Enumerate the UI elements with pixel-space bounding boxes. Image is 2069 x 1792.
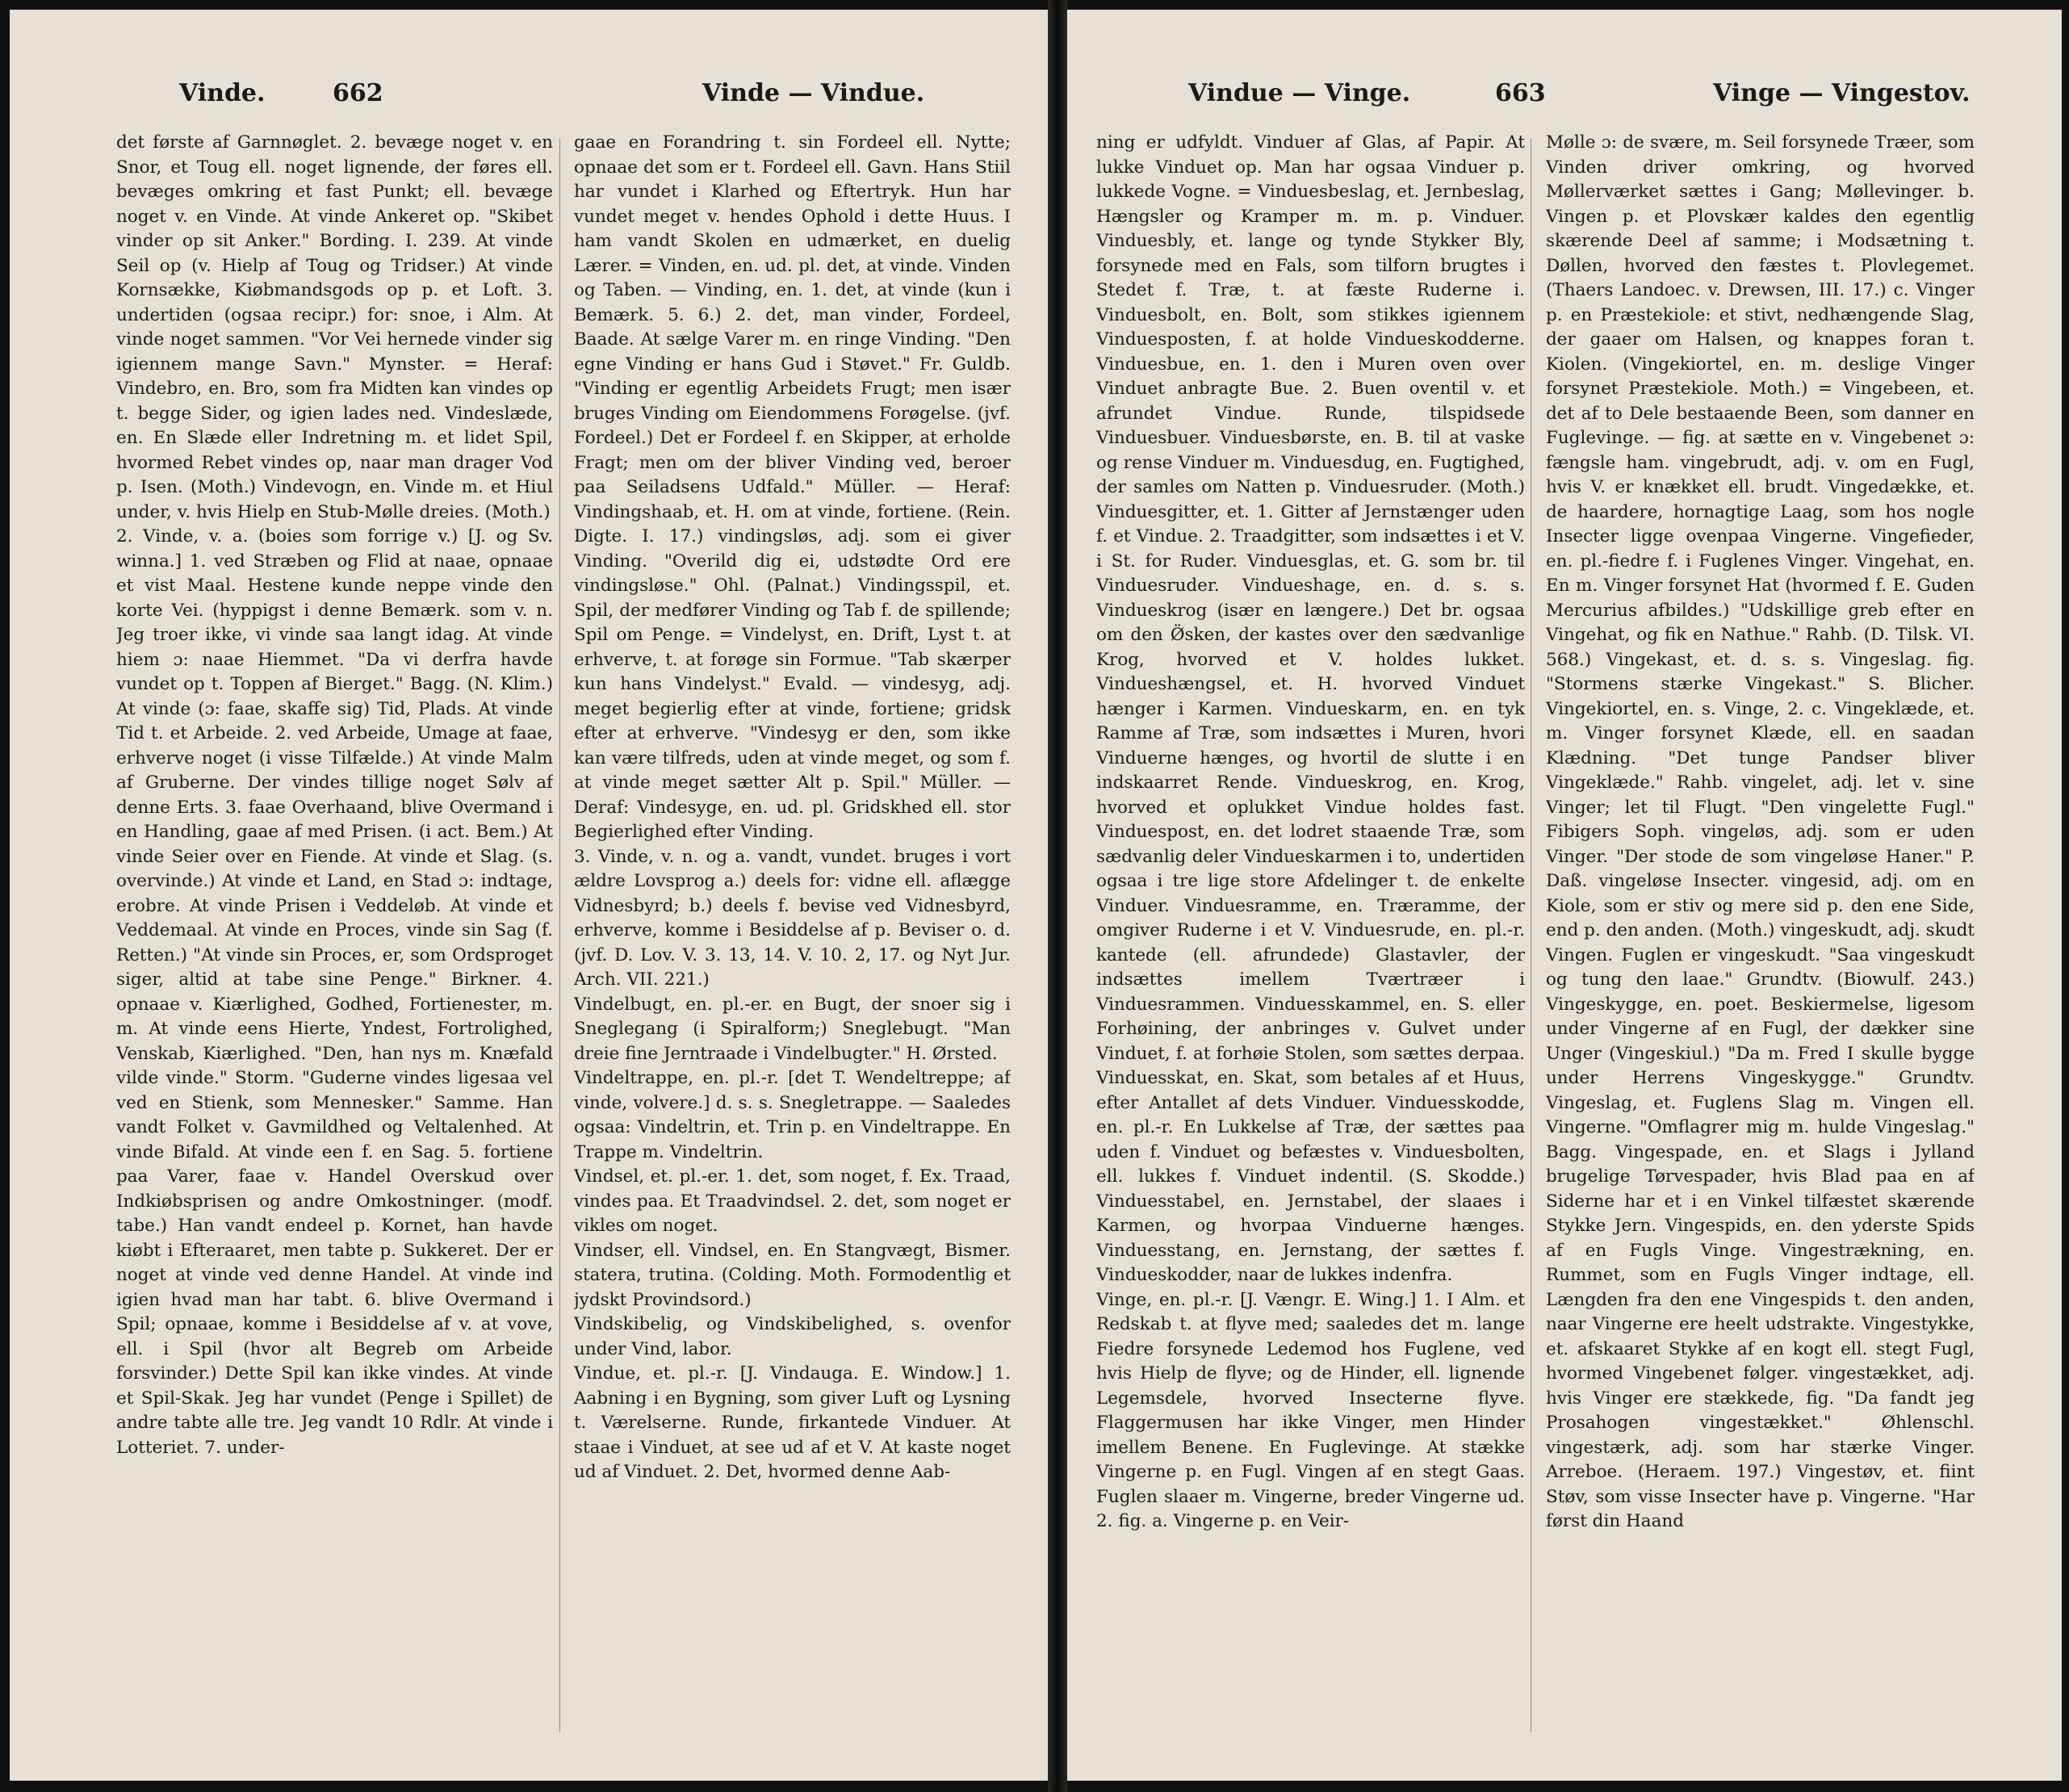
- dictionary-entry: Vindelbugt, en. pl.-er. en Bugt, der snoer sig i Sneglegang (i Spiralform;) Sneglebugt. "Man dreie fine Jerntraade i Vindelbugter." H. Ørsted.: [574, 994, 1011, 1064]
- text-column-2: [574, 131, 1011, 1756]
- page-number: 663: [1495, 79, 1546, 107]
- left-page: [10, 10, 1048, 1781]
- book-gutter: [1048, 0, 1067, 1792]
- dictionary-entry: Vinge, en. pl.-r. [J. Vængr. E. Wing.] 1. I Alm. et Redskab t. at flyve med; saaledes det m. lange Fiedre forsynede Ledemod hos Fuglene, ved hvis Hielp de flyve; og de Hinder, ell. lignende Legemsdele, hvorved Insecterne flyve. Flaggermusen har ikke Vinger, men Hinder imellem Benene. En Fuglevinge. At stække Vingerne p. en Fugl. Vingen af en stegt Gaas. Fuglen slaaer m. Vingerne, breder Vingerne ud. 2. fig. a. Vingerne p. en Veir-: [1096, 1289, 1525, 1531]
- header-guide-word-right: Vinge — Vingestov.: [1713, 79, 1971, 107]
- dictionary-entry: Vindeltrappe, en. pl.-r. [det T. Wendeltreppe; af vinde, volvere.] d. s. s. Snegletrappe. — Saaledes ogsaa: Vindeltrin, et. Trin p. en Vindeltrappe. En Trappe m. Vindeltrin.: [574, 1068, 1011, 1162]
- text-column-1: [116, 131, 553, 1756]
- header-guide-word-right: Vinde — Vindue.: [702, 79, 925, 107]
- dictionary-entry: Vindser, ell. Vindsel, en. En Stangvægt, Bismer. statera, trutina. (Colding. Moth. Formodentlig et jydskt Provindsord.): [574, 1240, 1011, 1310]
- header-guide-word-left: Vinde.: [179, 79, 266, 107]
- left-page-header: [10, 79, 1048, 119]
- dictionary-entry: Vindsel, et. pl.-er. 1. det, som noget, f. Ex. Traad, vindes paa. Et Traadvindsel. 2. det, som noget er vikles om noget.: [574, 1166, 1011, 1236]
- text-column-2: [1546, 131, 1975, 1756]
- right-page-columns: [1096, 131, 1975, 1756]
- dictionary-entry: Vindskibelig, og Vindskibelighed, s. ovenfor under Vind, labor.: [574, 1314, 1011, 1359]
- right-page: [1067, 10, 2062, 1781]
- dictionary-entry: 2. Vinde, v. a. (boies som forrige v.) [J. og Sv. winna.] 1. ved Stræben og Flid at naae, opnaae et vist Maal. Hestene kunde neppe vinde den korte Vei. (hyppigst i denne Bemærk. som v. n. Jeg troer ikke, vi vinde saa langt idag. At vinde hiem ɔ: naae Hiemmet. "Da vi derfra havde vundet op t. Toppen af Bierget." Bagg. (N. Klim.) At vinde (ɔ: faae, skaffe sig) Tid, Plads. At vinde Tid t. et Arbeide. 2. ved Arbeide, Umage at faae, erhverve noget (i visse Tilfælde.) At vinde Malm af Gruberne. Der vindes tillige noget Sølv af denne Erts. 3. faae Overhaand, blive Overmand i en Handling, gaae af med Prisen. (i act. Bem.) At vinde Seier over en Fiende. At vinde et Slag. (s. overvinde.) At vinde et Land, en Stad ɔ: indtage, erobre. At vinde Prisen i Veddeløb. At vinde et Veddemaal. At vinde en Proces, vinde sin Sag (f. Retten.) "At vinde sin Proces, er, som Ordsproget siger, altid at tabe sine Penge." Birkner. 4. opnaae v. Kiærlighed, Godhed, Fortienester, m. m. At vinde eens Hierte, Yndest, Fortrolighed, Venskab, Kiærlighed. "Den, han nys m. Knæfald vilde vinde." Storm. "Guderne vindes ligesaa vel ved en Stienk, som Mennesker." Samme. Han vandt Folket v. Gavmildhed og Veltalenhed. At vinde Bifald. At vinde een f. en Sag. 5. fortiene paa Varer, faae v. Handel Overskud over Indkiøbsprisen og andre Omkostninger. (modf. tabe.) Han vandt endeel p. Kornet, han havde kiøbt i Efteraaret, men tabte p. Sukkeret. Der er noget at vinde ved denne Handel. At vinde ind igien hvad man har tabt. 6. blive Overmand i Spil; opnaae, komme i Besiddelse af v. at vove, ell. i Spil (hvor alt Begreb om Arbeide forsvinder.) Dette Spil kan ikke vindes. At vinde et Spil-Skak. Jeg har vundet (Penge i Spillet) de andre tabte alle tre. Jeg vandt 10 Rdlr. At vinde i Lotteriet. 7. under-: [116, 526, 553, 1458]
- dictionary-entry: 3. Vinde, v. n. og a. vandt, vundet. bruges i vort ældre Lovsprog a.) deels for: vidne ell. aflægge Vidnesbyrd; b.) deels f. bevise ved Vidnesbyrd, erhverve, komme i Besiddelse af p. Beviser o. d. (jvf. D. Lov. V. 3. 13, 14. V. 10. 2, 17. og Nyt Jur. Arch. VII. 221.): [574, 846, 1011, 990]
- header-guide-word-left: Vindue — Vinge.: [1188, 79, 1411, 107]
- dictionary-entry: Mølle ɔ: de svære, m. Seil forsynede Træer, som Vinden driver omkring, og hvorved Møllerværket sættes i Gang; Møllevinger. b. Vingen p. et Plovskær kaldes den egentlig skærende Deel af samme; i Modsætning t. Døllen, hvorved den fæstes t. Plovlegemet. (Thaers Landoec. v. Drewsen, III. 17.) c. Vinger p. en Præstekiole: et stivt, nedhængende Slag, der gaaer om Halsen, og knappes foran t. Kiolen. (Vingekiortel, en. m. deslige Vinger forsynet Præstekiole. Moth.) = Vingebeen, et. det af to Dele bestaaende Been, som danner en Fuglevinge. — fig. at sætte en v. Vingebenet ɔ: fængsle ham. vingebrudt, adj. v. om en Fugl, hvis V. er knækket ell. brudt. Vingedække, et. de haardere, hornagtige Laag, som hos nogle Insecter ligge ovenpaa Vingerne. Vingefieder, en. pl.-fiedre f. i Fuglenes Vinger. Vingehat, en. En m. Vinger forsynet Hat (hvormed f. E. Guden Mercurius afbildes.) "Udskillige greb efter en Vingehat, og fik en Nathue." Rahb. (D. Tilsk. VI. 568.) Vingekast, et. d. s. s. Vingeslag. fig. "Stormens stærke Vingekast." S. Blicher. Vingekiortel, en. s. Vinge, 2. c. Vingeklæde, et. m. Vinger forsynet Klæde, ell. en saadan Klædning. "Det tunge Pandser bliver Vingeklæde." Rahb. vingelet, adj. let v. sine Vinger; let til Flugt. "Den vingelette Fugl." Fibigers Soph. vingeløs, adj. som er uden Vinger. "Der stode de som vingeløse Haner." P. Daß. vingeløse Insecter. vingesid, adj. om en Kiole, som er stiv og mere sid p. den ene Side, end p. den anden. (Moth.) vingeskudt, adj. skudt Vingen. Fuglen er vingeskudt. "Saa vingeskudt og tung den laae." Grundtv. (Biowulf. 243.) Vingeskygge, en. poet. Beskiermelse, ligesom under Vingerne af en Fugl, der dækker sine Unger (Vingeskiul.) "Da m. Fred I skulle bygge under Herrens Vingeskygge." Grundtv. Vingeslag, et. Fuglens Slag m. Vingen ell. Vingerne. "Omflagrer mig m. hulde Vingeslag." Bagg. Vingespade, en. et Slags i Jylland brugelige Tørvespader, hvis Blad paa en af Siderne har et i en Vinkel tilfæstet skærende Stykke Jern. Vingespids, en. den yderste Spids af en Fugls Vinge. Vingestrækning, en. Rummet, som en Fugls Vinger indtage, ell. Længden fra den ene Vingespids t. den anden, naar Vingerne ere heelt udstrakte. Vingestykke, et. afskaaret Stykke af en kogt ell. stegt Fugl, hvormed Vingebenet følger. vingestækket, adj. hvis Vinger ere stækkede, fig. "Da fandt jeg Prosahogen vingestækket." Øhlenschl. vingestærk, adj. som har stærke Vinger. Arreboe. (Heraem. 197.) Vingestøv, et. fiint Støv, som visse Insecter have p. Vingerne. "Har først din Haand: [1546, 132, 1975, 1531]
- dictionary-entry: gaae en Forandring t. sin Fordeel ell. Nytte; opnaae det som er t. Fordeel ell. Gavn. Hans Stiil har vundet i Klarhed og Eftertryk. Hun har vundet meget v. hendes Ophold i dette Huus. I ham vandt Skolen en udmærket, en duelig Lærer. = Vinden, en. ud. pl. det, at vinde. Vinden og Taben. — Vinding, en. 1. det, at vinde (kun i Bemærk. 5. 6.) 2. det, man vinder, Fordeel, Baade. At sælge Varer m. en ringe Vinding. "Den egne Vinding er hans Gud i Støvet." Fr. Guldb. "Vinding er egentlig Arbeidets Frugt; men især bruges Vinding om Eiendommens Forøgelse. (jvf. Fordeel.) Det er Fordeel f. en Skipper, at erholde Fragt; men om der bliver Vinding ved, beroer paa Seiladsens Udfald." Müller. — Heraf: Vindingshaab, et. H. om at vinde, fortiene. (Rein. Digte. I. 17.) vindingsløs, adj. som ei giver Vinding. "Overild dig ei, udstødte Ord ere vindingsløse." Ohl. (Palnat.) Vindingsspil, et. Spil, der medfører Vinding og Tab f. de spillende; Spil om Penge. = Vindelyst, en. Drift, Lyst t. at erhverve, t. at forøge sin Formue. "Tab skærper kun hans Vindelyst." Evald. — vindesyg, adj. meget begierlig efter at vinde, fortiene; gridsk efter at erhverve. "Vindesyg er den, som ikke kan være tilfreds, uden at vinde meget, og som f. at vinde meget sætter Alt p. Spil." Müller. — Deraf: Vindesyge, en. ud. pl. Gridskhed ell. stor Begierlighed efter Vinding.: [574, 132, 1011, 842]
- left-page-columns: [116, 131, 1011, 1756]
- dictionary-entry: Vindue, et. pl.-r. [J. Vindauga. E. Window.] 1. Aabning i en Bygning, som giver Luft og Lysning t. Værelserne. Runde, firkantede Vinduer. At staae i Vinduet, at see ud af et V. At kaste noget ud af Vinduet. 2. Det, hvormed denne Aab-: [574, 1363, 1011, 1482]
- page-number: 662: [333, 79, 383, 107]
- right-page-header: [1067, 79, 2062, 119]
- dictionary-entry: ning er udfyldt. Vinduer af Glas, af Papir. At lukke Vinduet op. Man har ogsaa Vinduer p. lukkede Vogne. = Vinduesbeslag, et. Jernbeslag, Hængsler og Kramper m. m. p. Vinduer. Vinduesbly, et. lange og tynde Stykker Bly, forsynede med en Fals, som tilforn brugtes i Stedet f. Træ, t. at fæste Ruderne i. Vinduesbolt, en. Bolt, som stikkes igiennem Vinduesposten, f. at holde Vindueskodderne. Vinduesbue, en. 1. den i Muren oven over Vinduet anbragte Bue. 2. Buen oventil v. et afrundet Vindue. Runde, tilspidsede Vinduesbuer. Vinduesbørste, en. B. til at vaske og rense Vinduer m. Vinduesdug, en. Fugtighed, der samles om Natten p. Vinduesruder. (Moth.) Vinduesgitter, et. 1. Gitter af Jernstænger uden f. et Vindue. 2. Traadgitter, som indsættes i et V. i St. for Ruder. Vinduesglas, et. G. som br. til Vinduesruder. Vindueshage, en. d. s. s. Vindueskrog (især en længere.) Det br. ogsaa om den Ø̈sken, der kastes over den sædvanlige Krog, hvorved et V. holdes lukket. Vindueshængsel, et. H. hvorved Vinduet hænger i Karmen. Vindueskarm, en. en tyk Ramme af Træ, som indsættes i Muren, hvori Vinduerne hænges, og hvortil de slutte i en indskaarret Rende. Vindueskrog, en. Krog, hvorved et oplukket Vindue holdes fast. Vinduespost, en. det lodret staaende Træ, som sædvanlig deler Vindueskarmen i to, undertiden ogsaa i tre lige store Afdelinger t. de enkelte Vinduer. Vinduesramme, en. Træramme, der omgiver Ruderne i et V. Vinduesrude, en. pl.-r. kantede (ell. afrundede) Glastavler, der indsættes imellem Tværtræer i Vinduesrammen. Vinduesskammel, en. S. eller Forhøining, der anbringes v. Gulvet under Vinduet, f. at forhøie Stolen, som sættes derpaa. Vinduesskat, en. Skat, som betales af et Huus, efter Antallet af dets Vinduer. Vinduesskodde, en. pl.-r. En Lukkelse af Træ, der sættes paa uden f. Vinduet og befæstes v. Vinduesbolten, ell. lukkes f. Vinduet indentil. (S. Skodde.) Vinduesstabel, en. Jernstabel, der slaaes i Karmen, og hvorpaa Vinduerne hænges. Vinduesstang, en. Jernstang, der sættes f. Vindueskodder, naar de lukkes indenfra.: [1096, 132, 1525, 1285]
- text-column-1: [1096, 131, 1525, 1756]
- dictionary-entry: det første af Garnnøglet. 2. bevæge noget v. en Snor, et Toug ell. noget lignende, der føres ell. bevæges omkring et fast Punkt; ell. bevæge noget v. en Vinde. At vinde Ankeret op. "Skibet vinder op sit Anker." Bording. I. 239. At vinde Seil op (v. Hielp af Toug og Tridser.) At vinde Kornsække, Kiøbmandsgods op p. et Loft. 3. undertiden (ogsaa recipr.) for: snoe, i Alm. At vinde noget sammen. "Vor Vei hernede vinder sig igiennem mange Savn." Mynster. = Heraf: Vindebro, en. Bro, som fra Midten kan vindes op t. begge Sider, og igien lades ned. Vindeslæde, en. En Slæde eller Indretning m. et lidet Spil, hvormed Rebet vindes op, naar man drager Vod p. Isen. (Moth.) Vindevogn, en. Vinde m. et Hiul under, v. hvis Hielp en Stub-Mølle dreies. (Moth.): [116, 132, 553, 522]
